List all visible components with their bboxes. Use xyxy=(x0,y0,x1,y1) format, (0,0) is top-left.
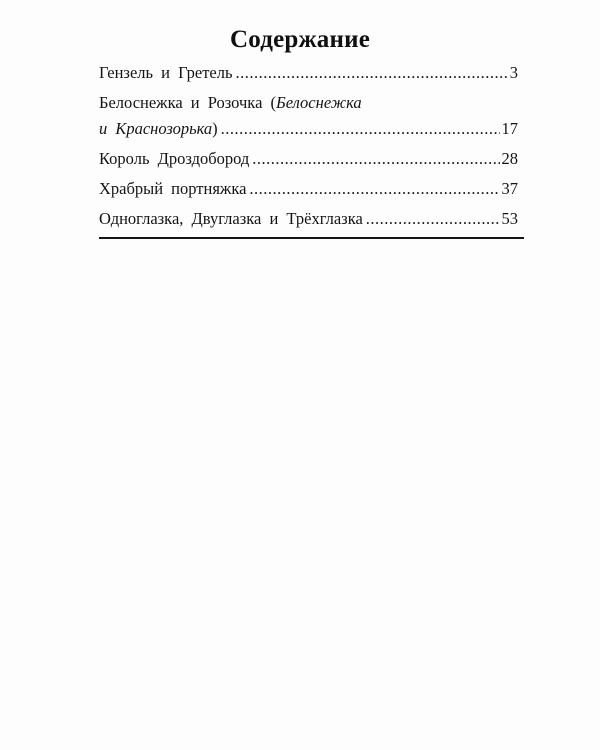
toc-entry-page: 17 xyxy=(501,119,518,138)
toc-entry-page: 28 xyxy=(501,149,518,168)
toc-entry-line xyxy=(99,146,518,172)
toc-entry-title: Храбрый портняжка xyxy=(99,179,247,198)
toc-entry-subtitle-continuation: и Краснозорька xyxy=(99,119,213,138)
toc-entry-title: Одноглазка, Двуглазка и Трёхглазка xyxy=(99,209,363,228)
toc-entry-title-part: Белоснежка и Розочка ( xyxy=(99,93,277,112)
toc-entry-line xyxy=(99,116,518,142)
toc-entry-king-thrushbeard[interactable] xyxy=(99,146,518,172)
toc-entry-brave-little-tailor[interactable] xyxy=(99,176,518,202)
dot-leader xyxy=(366,206,500,232)
horizontal-rule xyxy=(99,237,524,239)
toc-entry-hansel-gretel[interactable] xyxy=(99,60,518,86)
toc-entry-one-eye-two-eyes-three-eyes[interactable] xyxy=(99,206,518,232)
dot-leader xyxy=(252,146,499,172)
dot-leader xyxy=(235,60,507,86)
dot-leader xyxy=(221,116,500,142)
toc-entry-page: 37 xyxy=(501,179,518,198)
toc-list xyxy=(99,60,518,232)
toc-entry-page: 3 xyxy=(509,63,518,82)
toc-entry-line xyxy=(99,206,518,232)
toc-entry-snow-white-rose-red[interactable] xyxy=(99,90,518,142)
toc-entry-page: 53 xyxy=(501,209,518,228)
toc-entry-title: Король Дроздобород xyxy=(99,149,250,168)
toc-entry-line xyxy=(99,60,518,86)
toc-entry-subtitle-part: Белоснежка xyxy=(276,93,362,112)
toc-entry-title: Гензель и Гретель xyxy=(99,63,233,82)
toc-entry-line xyxy=(99,176,518,202)
closing-parenthesis: ) xyxy=(212,119,218,138)
toc-title: Содержание xyxy=(229,26,370,53)
toc-entry-first-line xyxy=(99,90,518,116)
dot-leader xyxy=(249,176,499,202)
toc-entry-title-continuation xyxy=(99,116,218,142)
